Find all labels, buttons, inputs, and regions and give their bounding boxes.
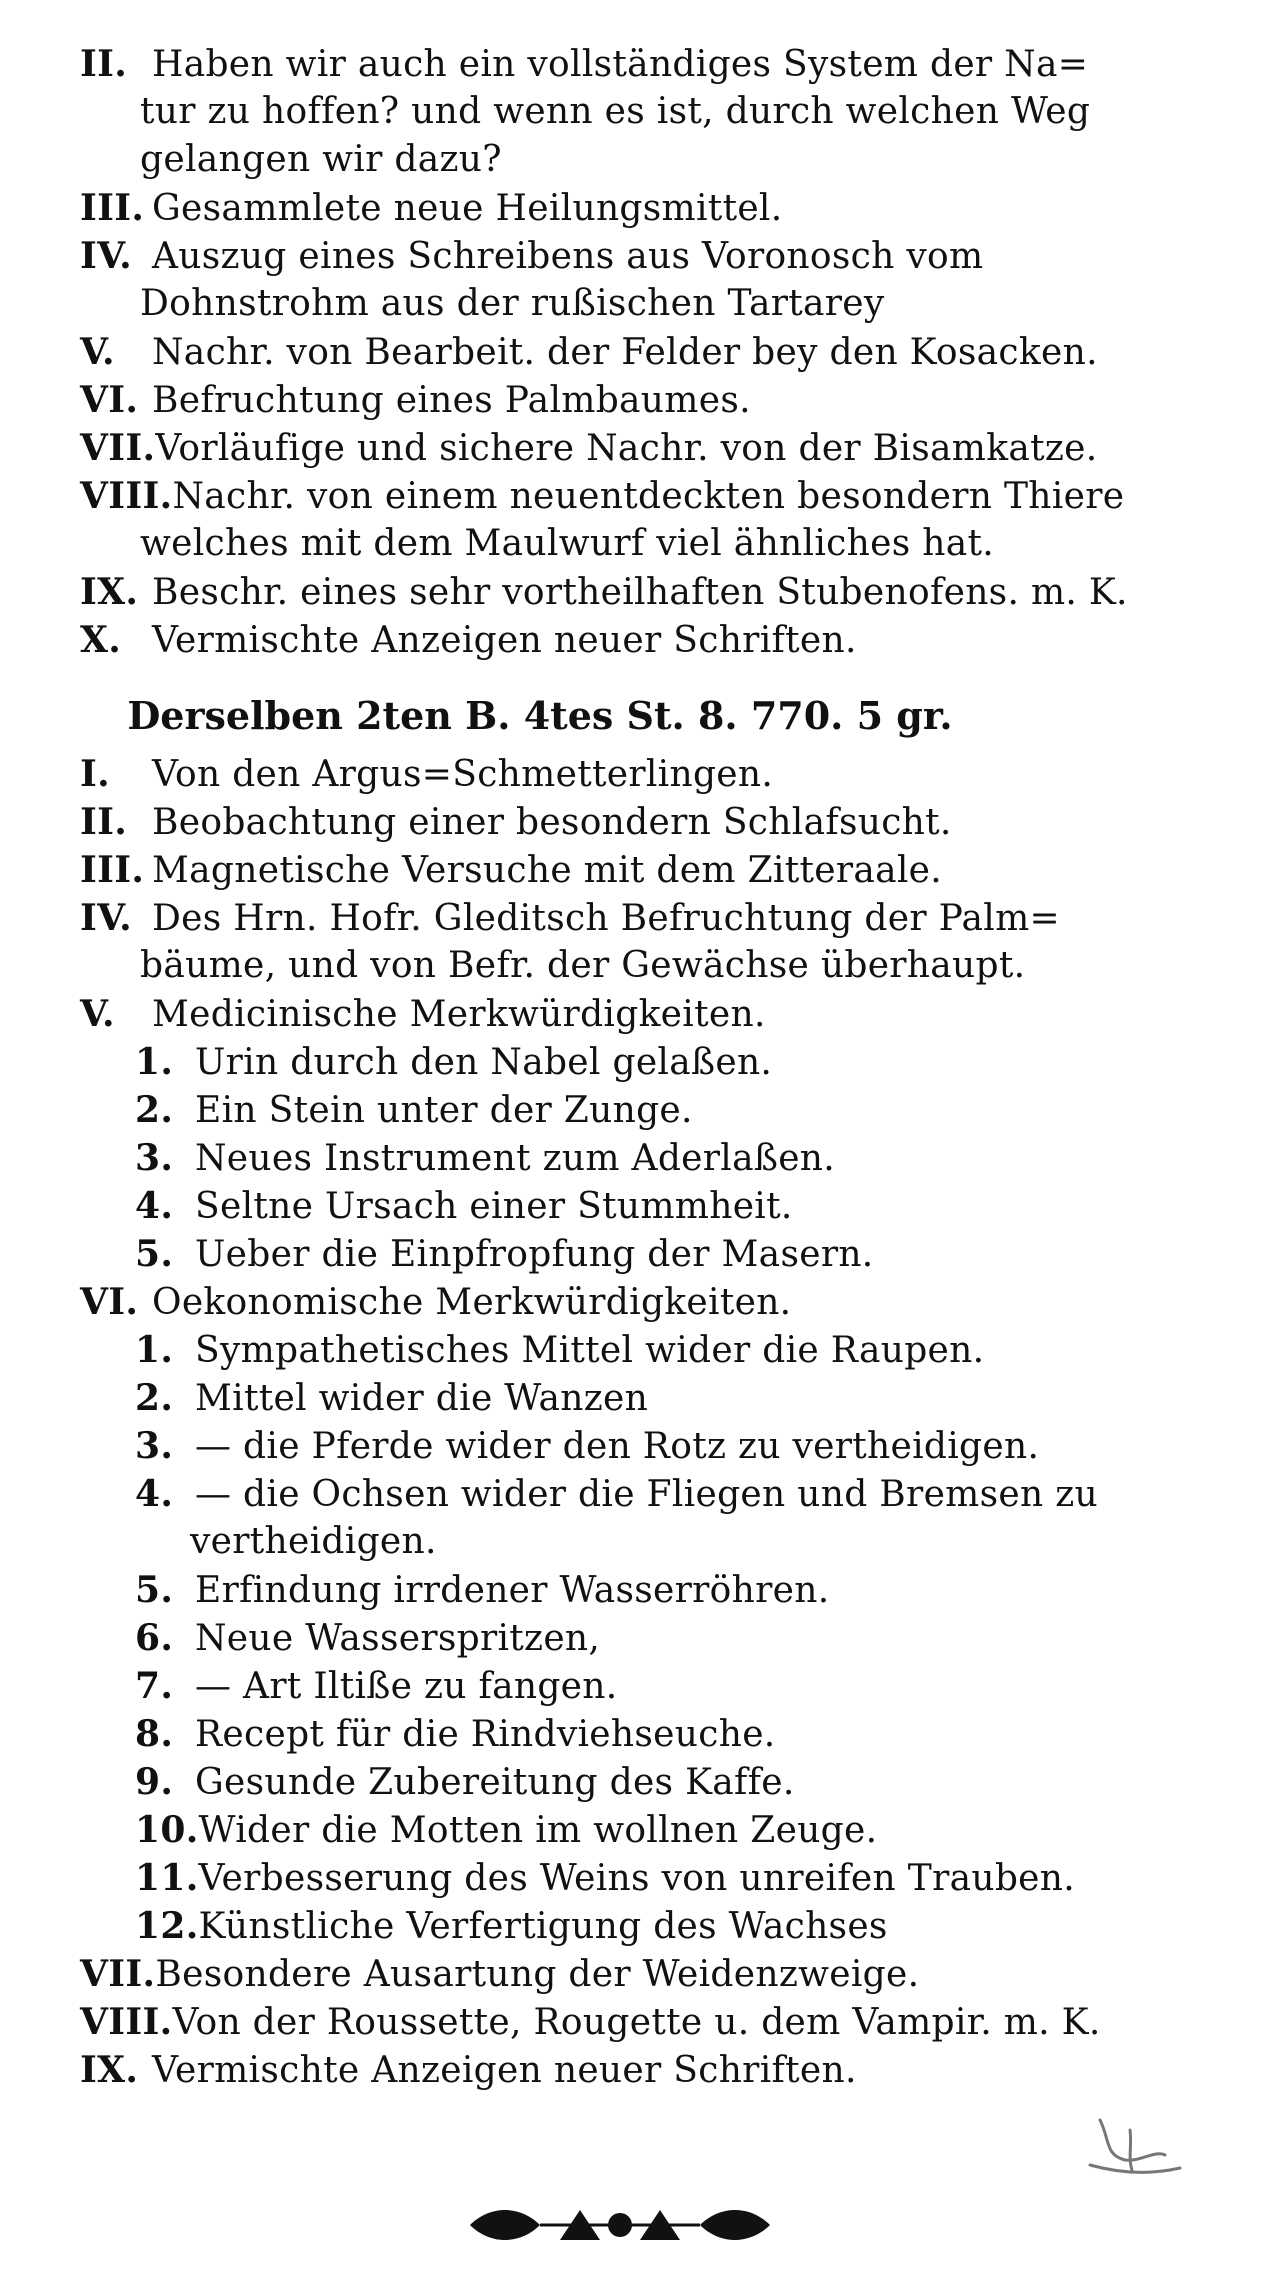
contents-entry [80, 280, 1180, 328]
entry-text: Medicinische Merkwürdigkeiten. [152, 994, 766, 1035]
table-of-contents [80, 40, 1180, 2094]
subentry-number: 7. [135, 1665, 174, 1707]
contents-subentry [80, 1182, 1180, 1230]
contents-entry [80, 846, 1180, 894]
entry-text: Haben wir auch ein vollständiges System der Na= [152, 44, 1089, 85]
contents-subentry [80, 1710, 1180, 1758]
contents-entry [80, 136, 1180, 184]
entry-text: Vermischte Anzeigen neuer Schriften. [152, 2050, 857, 2091]
contents-subentry [80, 1902, 1180, 1950]
contents-entry [80, 88, 1180, 136]
contents-entry [80, 568, 1180, 616]
contents-subentry [80, 1518, 1180, 1566]
contents-entry [80, 894, 1180, 942]
entry-text: Dohnstrohm aus der rußischen Tartarey [140, 283, 885, 324]
entry-number: III. [80, 849, 145, 891]
entry-text: Nachr. von einem neuentdeckten besondern Thiere [172, 476, 1125, 517]
subentry-text: vertheidigen. [190, 1521, 437, 1562]
contents-entry [80, 990, 1180, 1038]
subentry-text: — die Pferde wider den Rotz zu vertheidigen. [195, 1426, 1040, 1467]
contents-subentry [80, 1422, 1180, 1470]
subentry-number: 10. [135, 1809, 199, 1851]
entry-text: Beobachtung einer besondern Schlafsucht. [152, 802, 952, 843]
subentry-text: Sympathetisches Mittel wider die Raupen. [195, 1330, 985, 1371]
entry-text: bäume, und von Befr. der Gewächse überhaupt. [140, 945, 1026, 986]
subentry-text: Neues Instrument zum Aderlaßen. [195, 1138, 836, 1179]
contents-entry [80, 376, 1180, 424]
contents-subentry [80, 1566, 1180, 1614]
subentry-number: 4. [135, 1473, 174, 1515]
subentry-text: Mittel wider die Wanzen [195, 1378, 649, 1419]
entry-number: II. [80, 43, 128, 85]
entry-number: V. [80, 993, 115, 1035]
entry-text: Gesammlete neue Heilungsmittel. [152, 188, 783, 229]
subentry-text: Seltne Ursach einer Stummheit. [195, 1186, 793, 1227]
contents-entry [80, 798, 1180, 846]
contents-subentry [80, 1086, 1180, 1134]
contents-entry [80, 1950, 1180, 1998]
entry-number: IX. [80, 2049, 139, 2091]
subentry-number: 3. [135, 1137, 174, 1179]
entry-text: Von den Argus=Schmetterlingen. [152, 754, 774, 795]
subentry-text: Urin durch den Nabel gelaßen. [195, 1042, 773, 1083]
contents-entry [80, 472, 1180, 520]
contents-entry [80, 750, 1180, 798]
entry-number: VII. [80, 427, 156, 469]
section-heading: Derselben 2ten B. 4tes St. 8. 770. 5 gr. [127, 693, 953, 738]
contents-subentry [80, 1230, 1180, 1278]
contents-entry [80, 40, 1180, 88]
contents-subentry [80, 1374, 1180, 1422]
handwritten-mark [1070, 2110, 1190, 2190]
entry-text: Beschr. eines sehr vortheilhaften Stubenofens. m. K. [152, 572, 1128, 613]
subentry-number: 5. [135, 1233, 174, 1275]
entry-text: Vorläufige und sichere Nachr. von der Bisamkatze. [155, 428, 1098, 469]
contents-entry [80, 424, 1180, 472]
entry-number: IV. [80, 235, 132, 277]
subentry-number: 3. [135, 1425, 174, 1467]
contents-entry [80, 1278, 1180, 1326]
contents-entry [80, 616, 1180, 664]
entry-text: Magnetische Versuche mit dem Zitteraale. [152, 850, 943, 891]
entry-text: Auszug eines Schreibens aus Voronosch vom [152, 236, 984, 277]
subentry-number: 1. [135, 1329, 174, 1371]
subentry-text: — die Ochsen wider die Fliegen und Bremsen zu [195, 1474, 1098, 1515]
entry-text: Oekonomische Merkwürdigkeiten. [152, 1282, 792, 1323]
contents-subentry [80, 1758, 1180, 1806]
subentry-number: 12. [135, 1905, 199, 1947]
contents-entry [80, 942, 1180, 990]
entry-number: I. [80, 753, 110, 795]
subentry-text: Erfindung irrdener Wasserröhren. [195, 1570, 830, 1611]
entry-number: V. [80, 331, 115, 373]
contents-subentry [80, 1614, 1180, 1662]
entry-number: X. [80, 619, 122, 661]
entry-number: IV. [80, 897, 132, 939]
subentry-text: Recept für die Rindviehseuche. [195, 1714, 776, 1755]
entry-text: Befruchtung eines Palmbaumes. [152, 380, 751, 421]
subentry-text: Gesunde Zubereitung des Kaffe. [195, 1762, 795, 1803]
entry-number: VI. [80, 379, 139, 421]
contents-subentry [80, 1134, 1180, 1182]
entry-text: tur zu hoffen? und wenn es ist, durch welchen Weg [140, 91, 1091, 132]
contents-subentry [80, 1470, 1180, 1518]
contents-entry [80, 520, 1180, 568]
subentry-number: 6. [135, 1617, 174, 1659]
contents-entry [80, 1998, 1180, 2046]
subentry-number: 9. [135, 1761, 174, 1803]
ornament-vignette [460, 2200, 780, 2250]
entry-text: gelangen wir dazu? [140, 139, 502, 180]
subentry-number: 4. [135, 1185, 174, 1227]
subentry-text: Wider die Motten im wollnen Zeuge. [198, 1810, 878, 1851]
entry-text: Vermischte Anzeigen neuer Schriften. [152, 620, 857, 661]
entry-number: VI. [80, 1281, 139, 1323]
contents-subentry [80, 1806, 1180, 1854]
subentry-number: 1. [135, 1041, 174, 1083]
entry-number: II. [80, 801, 128, 843]
contents-entry [80, 184, 1180, 232]
subentry-text: Künstliche Verfertigung des Wachses [198, 1906, 888, 1947]
subentry-number: 5. [135, 1569, 174, 1611]
contents-entry [80, 232, 1180, 280]
subentry-text: — Art Iltiße zu fangen. [195, 1666, 618, 1707]
subentry-text: Verbesserung des Weins von unreifen Trauben. [198, 1858, 1076, 1899]
contents-entry [80, 328, 1180, 376]
contents-entry [80, 2046, 1180, 2094]
entry-number: IX. [80, 571, 139, 613]
entry-text: Des Hrn. Hofr. Gleditsch Befruchtung der Palm= [152, 898, 1060, 939]
subentry-number: 2. [135, 1089, 174, 1131]
entry-number: VII. [80, 1953, 156, 1995]
subentry-number: 8. [135, 1713, 174, 1755]
contents-section-2 [80, 750, 1180, 2094]
subentry-text: Ueber die Einpfropfung der Masern. [195, 1234, 874, 1275]
subentry-number: 11. [135, 1857, 199, 1899]
contents-subentry [80, 1038, 1180, 1086]
entry-number: III. [80, 187, 145, 229]
entry-text: Nachr. von Bearbeit. der Felder bey den Kosacken. [152, 332, 1098, 373]
entry-text: Besondere Ausartung der Weidenzweige. [155, 1954, 920, 1995]
entry-number: VIII. [80, 2001, 173, 2043]
subentry-text: Neue Wasserspritzen, [195, 1618, 601, 1659]
subentry-text: Ein Stein unter der Zunge. [195, 1090, 693, 1131]
contents-subentry [80, 1662, 1180, 1710]
contents-subentry [80, 1854, 1180, 1902]
contents-section-1 [80, 40, 1180, 664]
entry-number: VIII. [80, 475, 173, 517]
entry-text: Von der Roussette, Rougette u. dem Vampir. m. K. [172, 2002, 1101, 2043]
entry-text: welches mit dem Maulwurf viel ähnliches hat. [140, 523, 994, 564]
contents-subentry [80, 1326, 1180, 1374]
subentry-number: 2. [135, 1377, 174, 1419]
